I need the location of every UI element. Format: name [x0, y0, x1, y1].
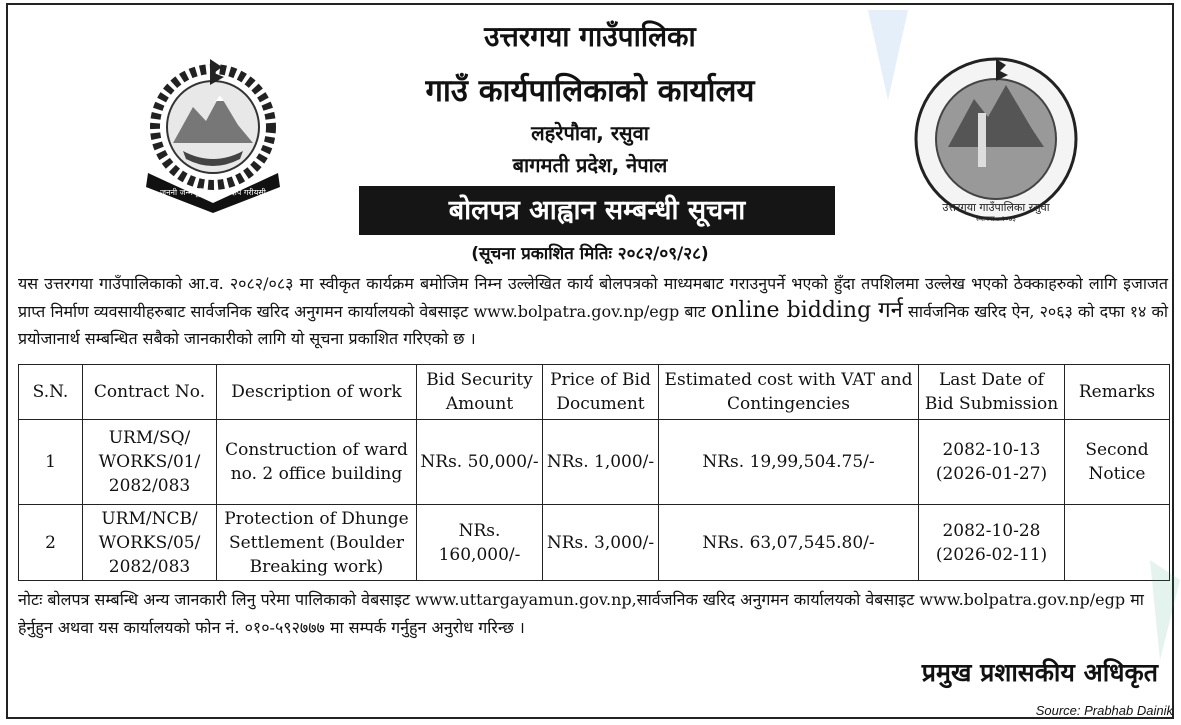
cell-bid-security: NRs. 50,000/-	[417, 420, 543, 505]
svg-text:स्थापना : २०७३: स्थापना : २०७३	[976, 215, 1016, 223]
tender-notice	[6, 3, 1174, 719]
cell-description: Protection of Dhunge Settlement (Boulder Breaking work)	[217, 505, 417, 581]
cell-sn: 1	[19, 420, 83, 505]
cell-contract-no: URM/SQ/ WORKS/01/ 2082/083	[83, 420, 217, 505]
intro-text-part1: यस उत्तरगया गाउँपालिकाको आ.व. २०८२/०८३ मा स्वीकृत कार्यक्रम बमोजिम निम्न उल्लेखित कार्य बोलपत्रको माध्यमबाट गराउनुपर्ने भएको हुँदा तपशिलमा उल्लेख भएको ठेक्काहरुको लागि इजाजत प्राप्त निर्माण व्यवसायीहरुबाट सार्वजनिक खरिद अनुगमन कार्यालयको वेबसाइट www.bolpatra.gov.np/egp बाट	[18, 274, 1168, 321]
intro-text-online-bidding: online bidding गर्न	[710, 298, 903, 323]
cell-sn: 2	[19, 505, 83, 581]
cell-last-date	[919, 420, 1065, 505]
cell-doc-price: NRs. 3,000/-	[543, 505, 659, 581]
header-bid-security: Bid Security Amount	[417, 365, 543, 420]
cell-contract-no: URM/NCB/ WORKS/05/ 2082/083	[83, 505, 217, 581]
header-remarks: Remarks	[1065, 365, 1170, 420]
cell-estimated-cost: NRs. 19,99,504.75/-	[659, 420, 919, 505]
header-sn: S.N.	[19, 365, 83, 420]
table-header-row	[19, 365, 1170, 420]
cell-description: Construction of ward no. 2 office building	[217, 420, 417, 505]
header-description: Description of work	[217, 365, 417, 420]
province-country: बागमती प्रदेश, नेपाल	[512, 153, 668, 177]
last-date-bs: 2082-10-28	[942, 520, 1041, 541]
publish-date: (सूचना प्रकाशित मितिः २०८२/०९/२८)	[471, 244, 709, 264]
signature-title: प्रमुख प्रशासकीय अधिकृत	[921, 658, 1158, 687]
cell-bid-security: NRs. 160,000/-	[417, 505, 543, 581]
cell-estimated-cost: NRs. 63,07,545.80/-	[659, 505, 919, 581]
uttargaya-municipality-seal-icon	[904, 55, 1088, 223]
svg-text:उत्तरगया गाउँपालिका रसुवा: उत्तरगया गाउँपालिका रसुवा	[942, 201, 1050, 214]
header-estimated-cost: Estimated cost with VAT and Contingencies	[659, 365, 919, 420]
intro-paragraph	[18, 270, 1168, 352]
watermark-arrow-icon	[868, 10, 908, 100]
svg-text:जननी जन्मभूमिश्च स्वर्गादपि गर: जननी जन्मभूमिश्च स्वर्गादपि गरीयसी	[160, 188, 266, 197]
cell-last-date	[919, 505, 1065, 581]
source-credit: Source: Prabhab Dainik	[1035, 703, 1173, 718]
header-contract-no: Contract No.	[83, 365, 217, 420]
cell-remarks: Second Notice	[1065, 420, 1170, 505]
office-location: लहरेपौवा, रसुवा	[531, 121, 649, 145]
office-name: गाउँ कार्यपालिकाको कार्यालय	[425, 73, 755, 109]
table-row	[19, 420, 1170, 505]
bid-table	[18, 364, 1170, 581]
table-row	[19, 505, 1170, 581]
note-paragraph: नोटः बोलपत्र सम्बन्धि अन्य जानकारी लिनु परेमा पालिकाको वेबसाइट www.uttargayamun.gov.np,सार्वजनिक खरिद अनुगमन कार्यालयको वेबसाइट www.bolpatra.gov.np/egp मा हेर्नुहुन अथवा यस कार्यालयको फोन नं. ०१०-५९२७७७ मा सम्पर्क गर्नुहुन अनुरोध गरिन्छ ।	[18, 590, 1144, 637]
header-doc-price: Price of Bid Document	[543, 365, 659, 420]
header-last-date: Last Date of Bid Submission	[919, 365, 1065, 420]
last-date-ad: (2026-01-27)	[935, 464, 1048, 484]
notice-title-banner: बोलपत्र आह्वान सम्बन्धी सूचना	[359, 186, 835, 235]
municipality-name: उत्तरगया गाउँपालिका	[484, 20, 696, 53]
last-date-ad: (2026-02-11)	[935, 544, 1048, 565]
watermark-arrow-icon	[1150, 560, 1180, 660]
intro-text-part3: सार्वजनिक खरिद ऐन, २०६३ को दफा १४ को प्रयोजानार्थ सम्बन्धित सबैको जानकारीको लागि यो सूचना प्रकाशित गरिएको छ ।	[18, 302, 1168, 348]
nepal-government-emblem-icon	[128, 55, 298, 215]
cell-doc-price: NRs. 1,000/-	[543, 420, 659, 505]
last-date-bs: 2082-10-13	[942, 440, 1041, 460]
